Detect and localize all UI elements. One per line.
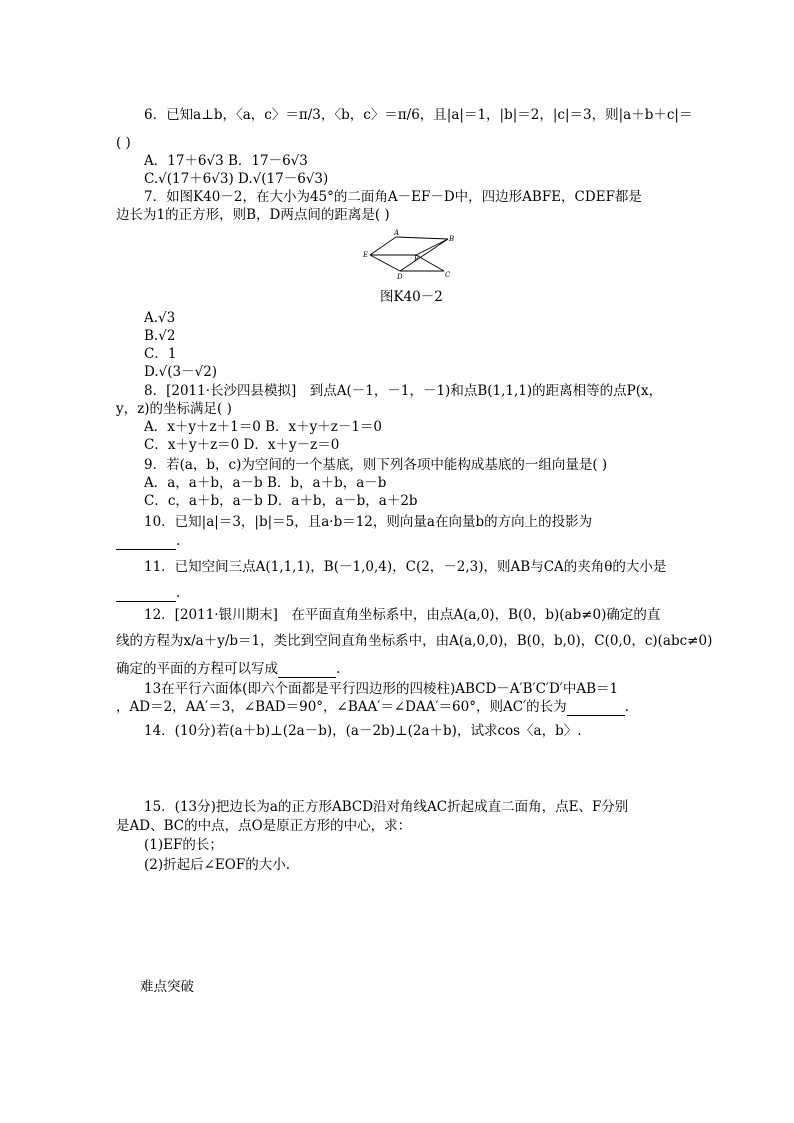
q15-stem-line1: 15．(13分)把边长为a的正方形ABCD沿对角线AC折起成直二面角，点E、F分别 xyxy=(144,799,629,815)
label-f: F xyxy=(414,255,419,263)
label-b: B xyxy=(449,235,455,243)
q14-stem: 14．(10分)若(a＋b)⊥(2a－b)，(a－2b)⊥(2a＋b)，试求cos〈a，b〉. xyxy=(144,723,582,739)
q15-part1: (1)EF的长； xyxy=(144,837,223,853)
q7-option-b: B.√2 xyxy=(144,328,176,344)
q10-answer-line: . xyxy=(116,532,180,550)
q7-option-a: A.√3 xyxy=(144,310,176,326)
q13-stem-line2: ，AD＝2，AA′＝3，∠BAD＝90°，∠BAA′＝∠DAA′＝60°，则AC′的长为 . xyxy=(116,699,629,715)
q11-stem: 11．已知空间三点A(1,1,1)，B(－1,0,4)，C(2，－2,3)，则AB与CA的夹角θ的大小是 xyxy=(144,559,667,575)
label-d: D xyxy=(397,273,403,281)
q12-blank xyxy=(278,663,336,678)
q6-answer-paren: ( ) xyxy=(116,135,131,151)
q12-stem-line1: 12．[2011·银川期末] 在平面直角坐标系中，由点A(a,0)，B(0，b)(ab≠0)确定的直 xyxy=(144,607,661,623)
q8-options-ab: A．x＋y＋z＋1＝0 B．x＋y＋z－1＝0 xyxy=(144,419,383,435)
q15-part2: (2)折起后∠EOF的大小. xyxy=(144,857,291,873)
q11-answer-line: . xyxy=(116,584,180,602)
q10-blank xyxy=(116,535,176,550)
edge-ed xyxy=(370,255,400,271)
label-c: C xyxy=(445,271,451,279)
q9-options-cd: C．c，a＋b，a－b D．a＋b，a－b，a＋2b xyxy=(144,493,418,509)
edge-fb xyxy=(416,239,448,255)
q12-stem-line2: 线的方程为x/a＋y/b＝1，类比到空间直角坐标系中，由A(a,0,0)，B(0，b,0)，C(0,0，c)(abc≠0) xyxy=(116,633,713,649)
q7-option-d: D.√(3－√2) xyxy=(144,364,218,380)
q9-stem: 9．若(a，b，c)为空间的一个基底，则下列各项中能构成基底的一组向量是( ) xyxy=(144,457,608,473)
q7-stem-line2: 边长为1的正方形，则B，D两点间的距离是( ) xyxy=(116,207,390,223)
q13-stem-line1: 13在平行六面体(即六个面都是平行四边形的四棱柱)ABCD－A′B′C′D′中AB＝1 xyxy=(144,681,619,697)
q11-blank xyxy=(116,587,176,602)
figure-caption: 图K40－2 xyxy=(380,289,443,305)
label-a: A xyxy=(394,229,400,237)
q12-stem-line3: 确定的平面的方程可以写成 . xyxy=(116,661,341,677)
dihedral-angle-figure xyxy=(360,228,460,282)
q6-stem: 6．已知a⊥b，〈a，c〉＝π/3，〈b，c〉＝π/6，且|a|＝1，|b|＝2，|c|＝3，则|a＋b＋c|＝ xyxy=(144,107,693,123)
q15-stem-line2: 是AD、BC的中点，点O是原正方形的中心，求： xyxy=(116,818,412,834)
q7-option-c: C．1 xyxy=(144,346,177,362)
section-title: 难点突破 xyxy=(140,979,194,995)
q6-options-cd: C.√(17＋6√3) D.√(17－6√3) xyxy=(144,171,329,187)
q10-stem: 10．已知|a|＝3，|b|＝5，且a·b＝12，则向量a在向量b的方向上的投影为 xyxy=(144,514,593,530)
label-e: E xyxy=(363,251,369,259)
q6-options-ab: A．17＋6√3 B．17－6√3 xyxy=(144,153,308,169)
q8-options-cd: C．x＋y＋z＝0 D．x＋y－z＝0 xyxy=(144,437,340,453)
edge-ea xyxy=(370,237,396,255)
q8-stem-line1: 8．[2011·长沙四县模拟] 到点A(－1，－1，－1)和点B(1,1,1)的距离相等的点P(x， xyxy=(144,383,663,399)
edge-ab xyxy=(396,237,448,239)
q9-options-ab: A．a，a＋b，a－b B．b，a＋b，a－b xyxy=(144,475,387,491)
q13-blank xyxy=(567,701,625,716)
q8-stem-line2: y，z)的坐标满足( ) xyxy=(116,401,232,417)
q7-stem-line1: 7．如图K40－2，在大小为45°的二面角A－EF－D中，四边形ABFE，CDEF都是 xyxy=(144,189,642,205)
